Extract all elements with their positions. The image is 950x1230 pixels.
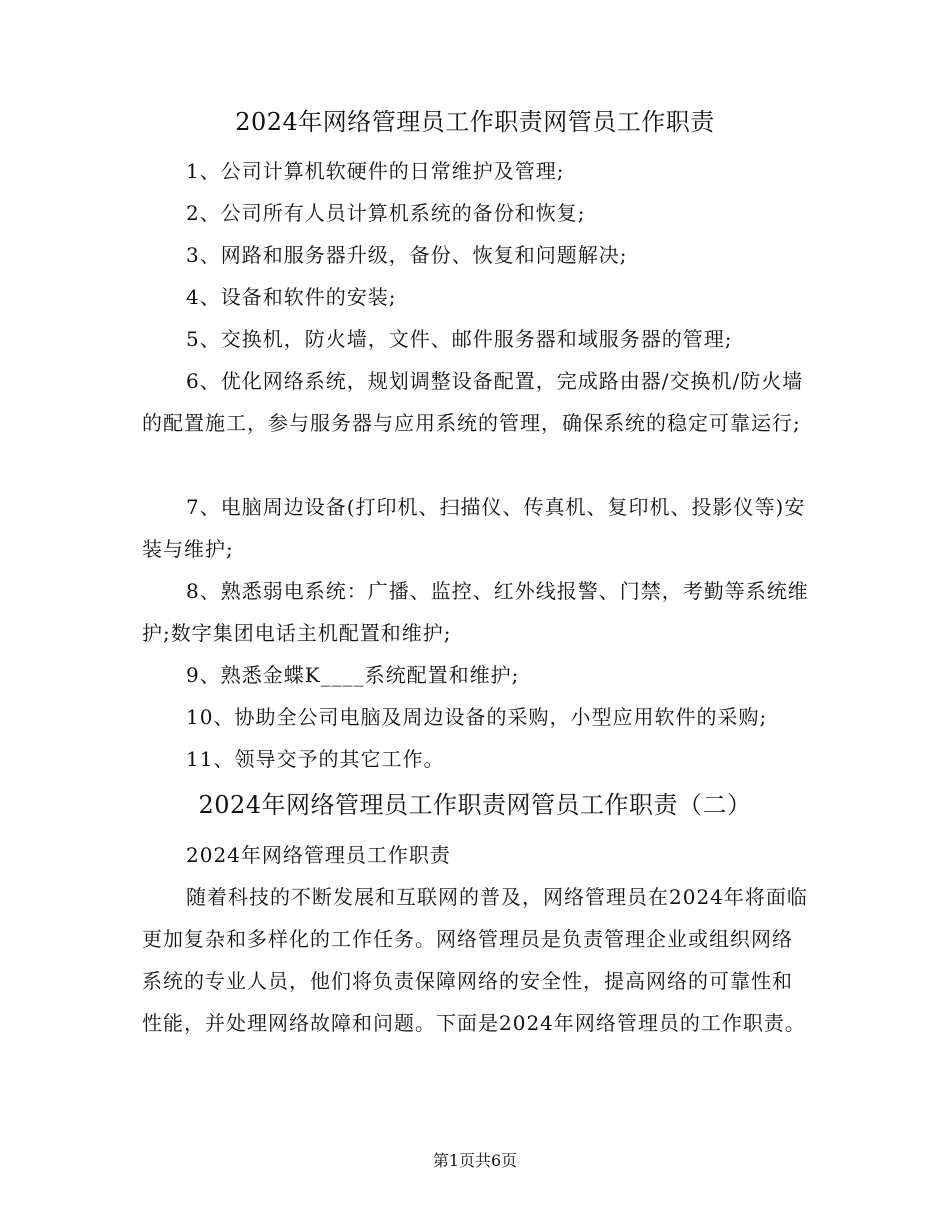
page-number: 第1页共6页 xyxy=(432,1151,518,1170)
duty-item-10: 10、协助全公司电脑及周边设备的采购，小型应用软件的采购; xyxy=(186,705,768,729)
section2-subtitle: 2024年网络管理员工作职责 xyxy=(186,843,451,867)
duty-item-7: 7、电脑周边设备(打印机、扫描仪、传真机、复印机、投影仪等)安装与维护; xyxy=(142,495,806,561)
duty-item-9: 9、熟悉金蝶K____系统配置和维护; xyxy=(186,663,520,687)
duty-item-1: 1、公司计算机软硬件的日常维护及管理; xyxy=(186,159,565,183)
section2-title: 2024年网络管理员工作职责网管员工作职责（二） xyxy=(198,791,752,819)
duty-item-5: 5、交换机，防火墙，文件、邮件服务器和域服务器的管理; xyxy=(186,327,733,351)
duty-item-2: 2、公司所有人员计算机系统的备份和恢复; xyxy=(186,201,586,225)
duty-item-8: 8、熟悉弱电系统：广播、监控、红外线报警、门禁，考勤等系统维护;数字集团电话主机配置和维护; xyxy=(142,579,809,645)
duty-item-3: 3、网路和服务器升级，备份、恢复和问题解决; xyxy=(186,243,628,267)
duty-item-6: 6、优化网络系统，规划调整设备配置，完成路由器/交换机/防火墙的配置施工，参与服务器与应用系统的管理，确保系统的稳定可靠运行; xyxy=(142,369,804,435)
document-title: 2024年网络管理员工作职责网管员工作职责 xyxy=(235,108,715,136)
section2-paragraph: 随着科技的不断发展和互联网的普及，网络管理员在2024年将面临更加复杂和多样化的工作任务。网络管理员是负责管理企业或组织网络系统的专业人员，他们将负责保障网络的安全性，提高网络的可靠性和性能，并处理网络故障和问题。下面是2024年网络管理员的工作职责。 xyxy=(142,885,808,1035)
duty-item-4: 4、设备和软件的安装; xyxy=(186,285,397,309)
duty-item-11: 11、领导交予的其它工作。 xyxy=(186,747,445,771)
